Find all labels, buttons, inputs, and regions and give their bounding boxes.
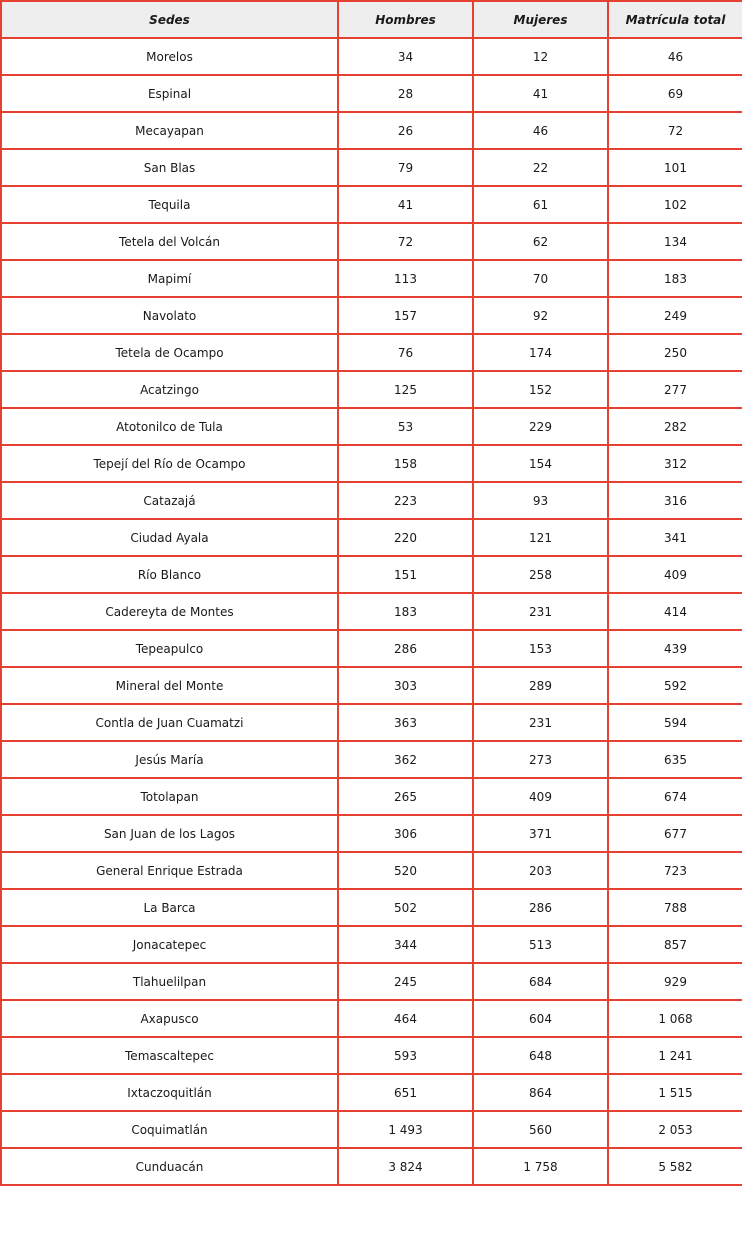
cell-hombres: 79 — [338, 149, 473, 186]
cell-mujeres: 231 — [473, 704, 608, 741]
cell-sede: La Barca — [1, 889, 338, 926]
cell-mujeres: 22 — [473, 149, 608, 186]
cell-matricula-total: 102 — [608, 186, 742, 223]
cell-matricula-total: 674 — [608, 778, 742, 815]
header-mujeres: Mujeres — [473, 1, 608, 38]
cell-mujeres: 684 — [473, 963, 608, 1000]
cell-matricula-total: 72 — [608, 112, 742, 149]
cell-hombres: 76 — [338, 334, 473, 371]
table-row — [1, 556, 742, 593]
cell-hombres: 306 — [338, 815, 473, 852]
cell-sede: Mineral del Monte — [1, 667, 338, 704]
cell-hombres: 53 — [338, 408, 473, 445]
cell-mujeres: 286 — [473, 889, 608, 926]
cell-mujeres: 153 — [473, 630, 608, 667]
table-row — [1, 445, 742, 482]
cell-hombres: 1 493 — [338, 1111, 473, 1148]
cell-mujeres: 62 — [473, 223, 608, 260]
cell-matricula-total: 341 — [608, 519, 742, 556]
cell-sede: Axapusco — [1, 1000, 338, 1037]
header-row — [1, 1, 742, 38]
cell-mujeres: 61 — [473, 186, 608, 223]
cell-hombres: 344 — [338, 926, 473, 963]
cell-hombres: 502 — [338, 889, 473, 926]
cell-sede: Espinal — [1, 75, 338, 112]
cell-mujeres: 229 — [473, 408, 608, 445]
cell-mujeres: 864 — [473, 1074, 608, 1111]
cell-sede: Jesús María — [1, 741, 338, 778]
cell-sede: Cadereyta de Montes — [1, 593, 338, 630]
cell-hombres: 265 — [338, 778, 473, 815]
cell-mujeres: 93 — [473, 482, 608, 519]
cell-hombres: 125 — [338, 371, 473, 408]
cell-matricula-total: 857 — [608, 926, 742, 963]
cell-hombres: 593 — [338, 1037, 473, 1074]
table-row — [1, 223, 742, 260]
table-row — [1, 704, 742, 741]
cell-mujeres: 46 — [473, 112, 608, 149]
table-row — [1, 852, 742, 889]
table-row — [1, 963, 742, 1000]
cell-sede: Morelos — [1, 38, 338, 75]
table-row — [1, 926, 742, 963]
table-row — [1, 1000, 742, 1037]
cell-sede: San Juan de los Lagos — [1, 815, 338, 852]
cell-matricula-total: 414 — [608, 593, 742, 630]
cell-sede: Ixtaczoquitlán — [1, 1074, 338, 1111]
cell-mujeres: 409 — [473, 778, 608, 815]
cell-matricula-total: 134 — [608, 223, 742, 260]
cell-matricula-total: 929 — [608, 963, 742, 1000]
cell-hombres: 158 — [338, 445, 473, 482]
table-row — [1, 408, 742, 445]
table-row — [1, 112, 742, 149]
cell-matricula-total: 249 — [608, 297, 742, 334]
cell-mujeres: 203 — [473, 852, 608, 889]
cell-mujeres: 289 — [473, 667, 608, 704]
cell-hombres: 223 — [338, 482, 473, 519]
cell-matricula-total: 439 — [608, 630, 742, 667]
cell-hombres: 520 — [338, 852, 473, 889]
cell-sede: Mapimí — [1, 260, 338, 297]
cell-hombres: 3 824 — [338, 1148, 473, 1185]
cell-sede: Río Blanco — [1, 556, 338, 593]
cell-mujeres: 41 — [473, 75, 608, 112]
cell-hombres: 72 — [338, 223, 473, 260]
table-row — [1, 889, 742, 926]
table-row — [1, 149, 742, 186]
cell-sede: Catazajá — [1, 482, 338, 519]
cell-matricula-total: 46 — [608, 38, 742, 75]
cell-mujeres: 1 758 — [473, 1148, 608, 1185]
cell-matricula-total: 409 — [608, 556, 742, 593]
cell-matricula-total: 282 — [608, 408, 742, 445]
cell-sede: General Enrique Estrada — [1, 852, 338, 889]
table-row — [1, 667, 742, 704]
cell-mujeres: 152 — [473, 371, 608, 408]
cell-hombres: 220 — [338, 519, 473, 556]
cell-matricula-total: 250 — [608, 334, 742, 371]
cell-mujeres: 92 — [473, 297, 608, 334]
cell-matricula-total: 69 — [608, 75, 742, 112]
table-row — [1, 371, 742, 408]
cell-sede: Coquimatlán — [1, 1111, 338, 1148]
cell-hombres: 362 — [338, 741, 473, 778]
cell-matricula-total: 788 — [608, 889, 742, 926]
cell-sede: San Blas — [1, 149, 338, 186]
cell-hombres: 157 — [338, 297, 473, 334]
cell-hombres: 113 — [338, 260, 473, 297]
cell-hombres: 34 — [338, 38, 473, 75]
cell-mujeres: 121 — [473, 519, 608, 556]
cell-matricula-total: 594 — [608, 704, 742, 741]
cell-matricula-total: 312 — [608, 445, 742, 482]
table-body — [1, 38, 742, 1185]
cell-hombres: 28 — [338, 75, 473, 112]
table-row — [1, 519, 742, 556]
cell-sede: Tlahuelilpan — [1, 963, 338, 1000]
cell-matricula-total: 2 053 — [608, 1111, 742, 1148]
cell-mujeres: 513 — [473, 926, 608, 963]
cell-mujeres: 154 — [473, 445, 608, 482]
cell-sede: Temascaltepec — [1, 1037, 338, 1074]
cell-hombres: 464 — [338, 1000, 473, 1037]
cell-sede: Cunduacán — [1, 1148, 338, 1185]
table-row — [1, 778, 742, 815]
cell-sede: Totolapan — [1, 778, 338, 815]
cell-matricula-total: 5 582 — [608, 1148, 742, 1185]
table-row — [1, 593, 742, 630]
table-row — [1, 297, 742, 334]
table-row — [1, 1037, 742, 1074]
cell-matricula-total: 101 — [608, 149, 742, 186]
cell-mujeres: 70 — [473, 260, 608, 297]
cell-sede: Navolato — [1, 297, 338, 334]
cell-mujeres: 371 — [473, 815, 608, 852]
cell-sede: Tepeapulco — [1, 630, 338, 667]
table-row — [1, 334, 742, 371]
cell-matricula-total: 677 — [608, 815, 742, 852]
cell-hombres: 245 — [338, 963, 473, 1000]
cell-matricula-total: 1 068 — [608, 1000, 742, 1037]
cell-sede: Tetela del Volcán — [1, 223, 338, 260]
cell-hombres: 651 — [338, 1074, 473, 1111]
cell-mujeres: 258 — [473, 556, 608, 593]
cell-matricula-total: 723 — [608, 852, 742, 889]
cell-hombres: 41 — [338, 186, 473, 223]
cell-sede: Jonacatepec — [1, 926, 338, 963]
cell-sede: Tetela de Ocampo — [1, 334, 338, 371]
cell-mujeres: 273 — [473, 741, 608, 778]
cell-mujeres: 604 — [473, 1000, 608, 1037]
table-row — [1, 630, 742, 667]
cell-matricula-total: 592 — [608, 667, 742, 704]
table-row — [1, 38, 742, 75]
cell-hombres: 26 — [338, 112, 473, 149]
table-row — [1, 482, 742, 519]
cell-sede: Tequila — [1, 186, 338, 223]
table-row — [1, 1148, 742, 1185]
header-sedes: Sedes — [1, 1, 338, 38]
cell-sede: Mecayapan — [1, 112, 338, 149]
table-row — [1, 260, 742, 297]
table-row — [1, 741, 742, 778]
cell-sede: Contla de Juan Cuamatzi — [1, 704, 338, 741]
cell-mujeres: 231 — [473, 593, 608, 630]
cell-hombres: 151 — [338, 556, 473, 593]
cell-matricula-total: 1 241 — [608, 1037, 742, 1074]
table-header — [1, 1, 742, 38]
cell-mujeres: 648 — [473, 1037, 608, 1074]
cell-mujeres: 174 — [473, 334, 608, 371]
table-row — [1, 815, 742, 852]
cell-sede: Ciudad Ayala — [1, 519, 338, 556]
table-row — [1, 186, 742, 223]
cell-sede: Acatzingo — [1, 371, 338, 408]
cell-matricula-total: 1 515 — [608, 1074, 742, 1111]
cell-hombres: 183 — [338, 593, 473, 630]
cell-matricula-total: 277 — [608, 371, 742, 408]
cell-matricula-total: 635 — [608, 741, 742, 778]
cell-sede: Atotonilco de Tula — [1, 408, 338, 445]
header-matricula-total: Matrícula total — [608, 1, 742, 38]
table-row — [1, 1111, 742, 1148]
cell-hombres: 363 — [338, 704, 473, 741]
header-hombres: Hombres — [338, 1, 473, 38]
table-row — [1, 1074, 742, 1111]
cell-sede: Tepejí del Río de Ocampo — [1, 445, 338, 482]
cell-mujeres: 12 — [473, 38, 608, 75]
cell-hombres: 286 — [338, 630, 473, 667]
cell-mujeres: 560 — [473, 1111, 608, 1148]
cell-hombres: 303 — [338, 667, 473, 704]
cell-matricula-total: 183 — [608, 260, 742, 297]
cell-matricula-total: 316 — [608, 482, 742, 519]
table-row — [1, 75, 742, 112]
